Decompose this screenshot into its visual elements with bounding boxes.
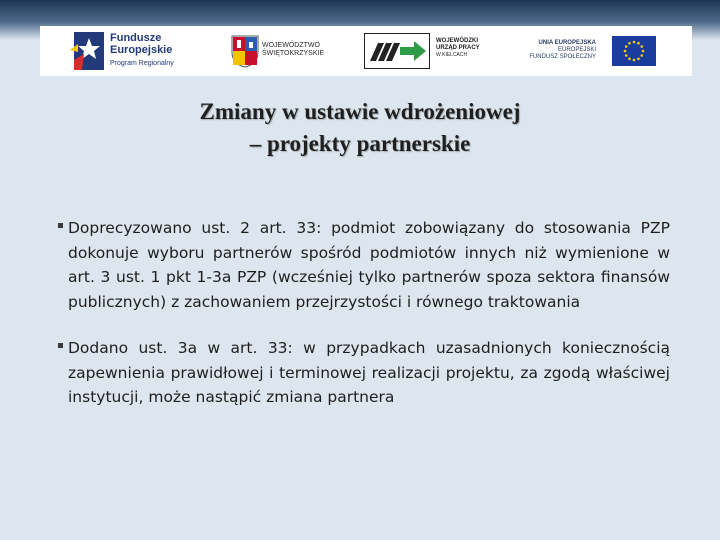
wup-line3: W KIELCACH [436,52,468,58]
fundusze-line1: Fundusze [110,32,162,44]
eu-star-icon [640,45,643,48]
eu-line2: EUROPEJSKI [557,47,596,53]
coat-of-arms-icon [230,34,260,68]
wup-line2: URZĄD PRACY [436,45,480,51]
logo-bar [40,26,692,76]
eu-star-icon [633,59,636,62]
eu-star-icon [624,50,627,53]
eu-line3: FUNDUSZ SPOŁECZNY [529,54,596,60]
green-arrow-logo [364,33,430,69]
slide-title [0,96,720,160]
fundusze-europejskie-logo [70,26,210,76]
eu-star-icon [628,57,631,60]
bullet-item [58,216,670,314]
eu-text [522,40,596,61]
eu-star-icon [637,57,640,60]
wojewodztwo-line1: WOJEWÓDZTWO [262,42,320,49]
fundusze-text [110,32,174,70]
fundusze-line3: Program Regionalny [110,60,174,67]
fundusze-line2: Europejskie [110,44,173,56]
bullet-marker-icon [58,343,63,348]
eu-star-icon [633,41,636,44]
wup-text [436,38,480,59]
eu-flag-icon [612,36,656,66]
eu-logo [526,26,666,76]
title-line2: – projekty partnerskie [249,131,471,156]
bullet-text: Dodano ust. 3a w art. 33: w przypadkach uzasadnionych koniecznością zapewnienia prawidłowej i terminowej realizacji projektu, za zgodą właściwej instytucji, może nastąpić zmiana partnera [68,339,670,406]
eu-star-icon [625,45,628,48]
bullet-marker-icon [58,223,63,228]
title-line1: Zmiany w ustawie wdrożeniowej [199,99,521,124]
eu-star-icon [628,42,631,45]
wup-line1: WOJEWÓDZKI [436,38,478,44]
wojewodztwo-logo [228,26,338,76]
eu-star-icon [640,54,643,57]
bullet-list [58,216,670,432]
eu-star-icon [637,42,640,45]
eu-star-icon [625,54,628,57]
bullet-text: Doprecyzowano ust. 2 art. 33: podmiot zobowiązany do stosowania PZP dokonuje wyboru partnerów spośród podmiotów innych niż wymienione w art. 3 ust. 1 pkt 1-3a PZP (wcześniej tylko partnerów spoza sektora finansów publicznych) z zachowaniem przejrzystości i równego traktowania [68,219,670,311]
bullet-item [58,336,670,410]
wojewodztwo-text [262,42,324,58]
wup-logo [362,26,502,76]
eu-line1: UNIA EUROPEJSKA [538,40,596,46]
wojewodztwo-line2: ŚWIĘTOKRZYSKIE [262,50,325,57]
eu-star-icon [642,50,645,53]
fundusze-star-icon [70,28,108,74]
